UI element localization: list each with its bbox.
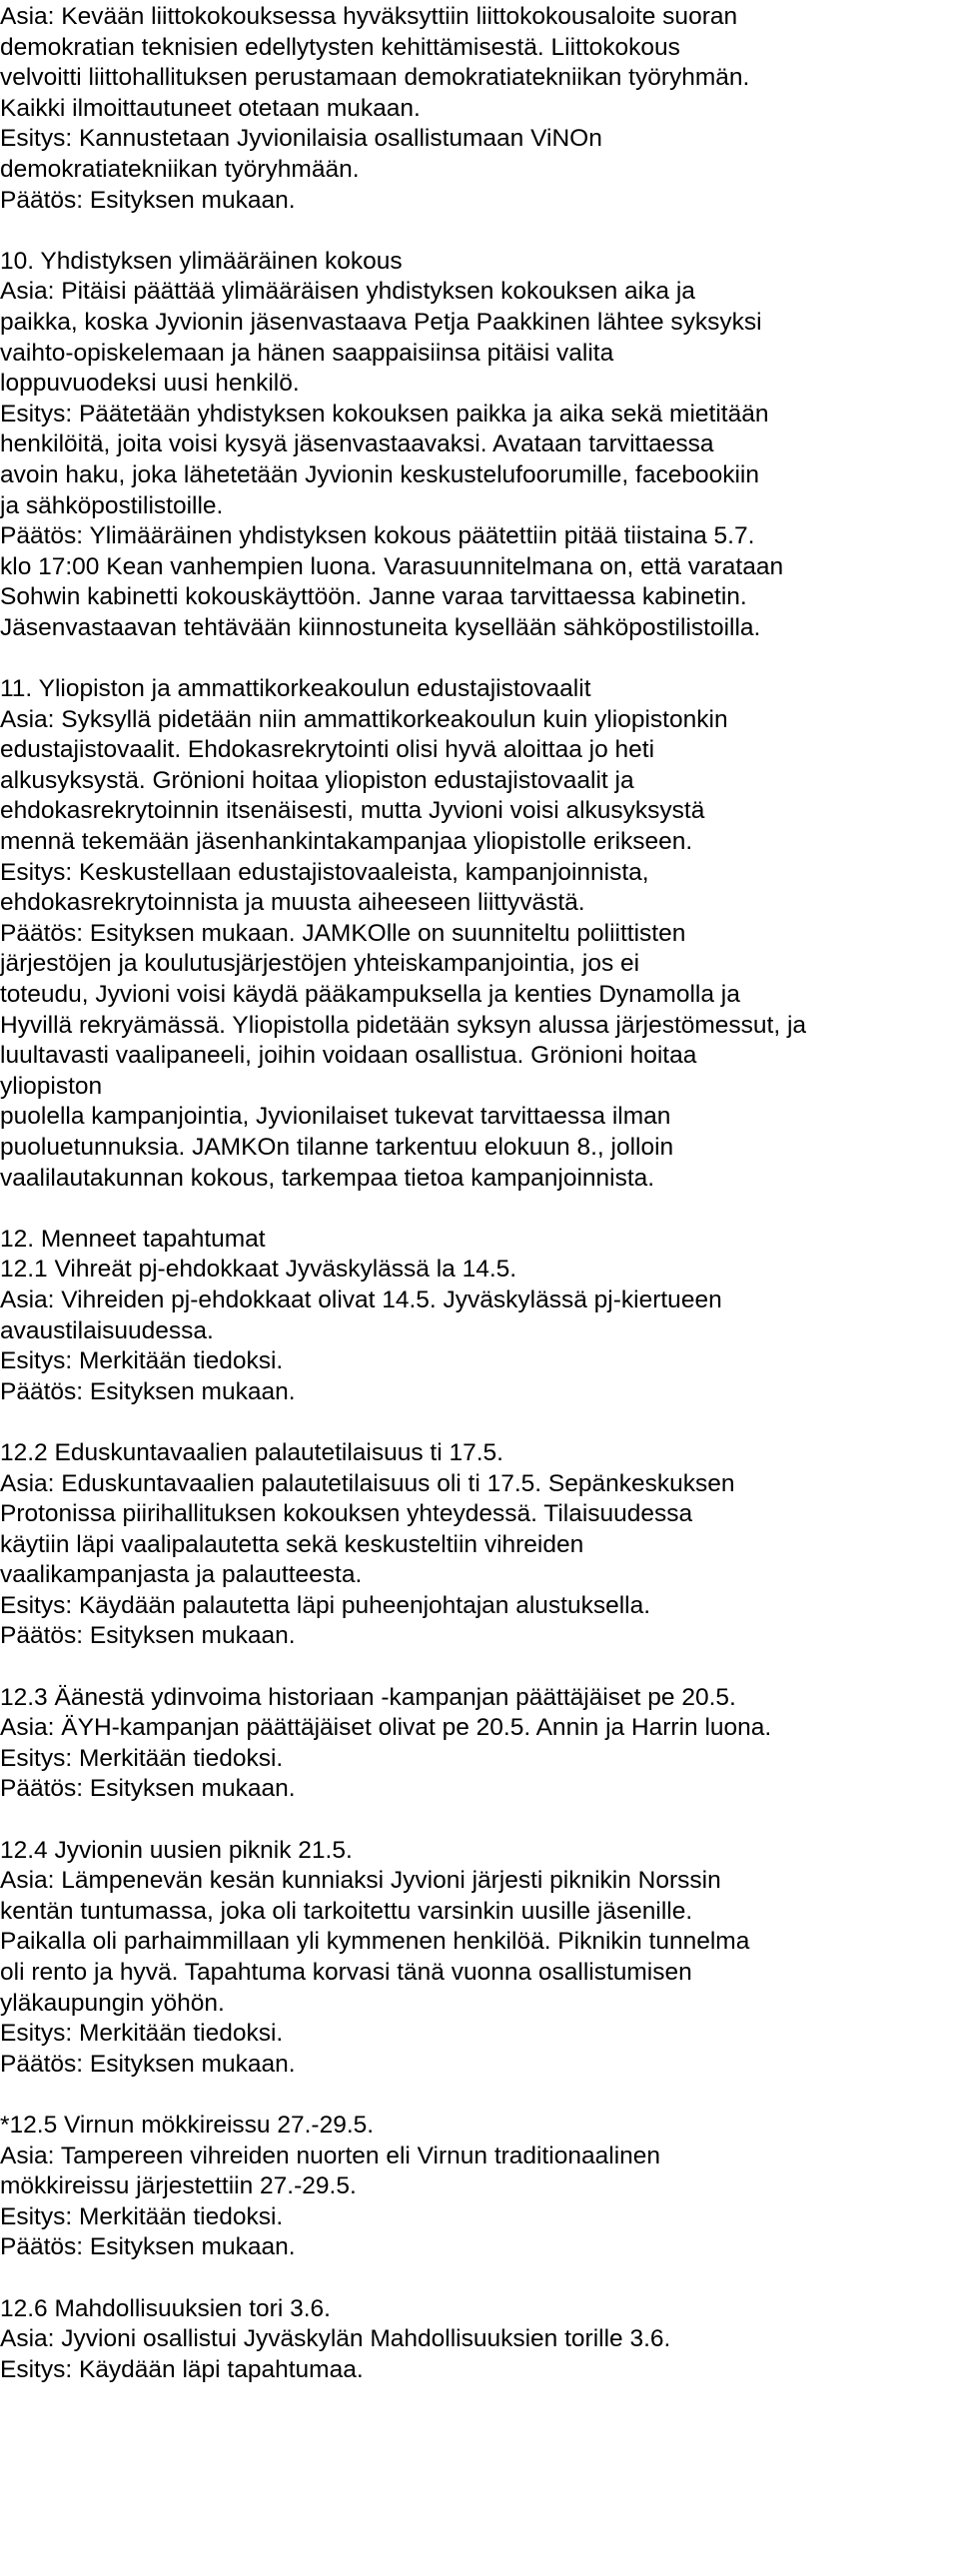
text-line: Esitys: Kannustetaan Jyvionilaisia osallistumaan ViNOn <box>0 125 602 153</box>
text-line: loppuvuodeksi uusi henkilö. <box>0 370 300 398</box>
text-line: käytiin läpi vaalipalautetta sekä keskusteltiin vihreiden <box>0 1530 584 1558</box>
text-line: yläkaupungin yöhön. <box>0 1989 225 2017</box>
text-line: mökkireissu järjestettiin 27.-29.5. <box>0 2172 357 2200</box>
text-line: Esitys: Merkitään tiedoksi. <box>0 1744 284 1772</box>
text-line: Esitys: Merkitään tiedoksi. <box>0 1347 284 1375</box>
text-line: paikka, koska Jyvionin jäsenvastaava Petja Paakkinen lähtee syksyksi <box>0 308 762 336</box>
text-line: *12.5 Virnun mökkireissu 27.-29.5. <box>0 2111 375 2139</box>
text-line: alkusyksystä. Grönioni hoitaa yliopiston edustajistovaalit ja <box>0 766 634 794</box>
text-line: puoluetunnuksia. JAMKOn tilanne tarkentuu elokuun 8., jolloin <box>0 1133 674 1161</box>
text-line: yliopiston <box>0 1072 103 1100</box>
text-line: edustajistovaalit. Ehdokasrekrytointi olisi hyvä aloittaa jo heti <box>0 736 655 764</box>
text-line: oli rento ja hyvä. Tapahtuma korvasi tänä vuonna osallistumisen <box>0 1959 692 1986</box>
text-line: avaustilaisuudessa. <box>0 1316 214 1344</box>
text-line: Esitys: Päätetään yhdistyksen kokouksen paikka ja aika sekä mietitään <box>0 400 769 428</box>
document-body <box>0 2 954 2385</box>
text-line: Paikalla oli parhaimmillaan yli kymmenen henkilöä. Piknikin tunnelma <box>0 1928 750 1956</box>
text-line: Esitys: Käydään läpi tapahtumaa. <box>0 2355 364 2383</box>
text-line: Esitys: Käydään palautetta läpi puheenjohtajan alustuksella. <box>0 1591 651 1619</box>
paragraph-gap <box>0 1805 954 1836</box>
text-line: Asia: Pitäisi päättää ylimääräisen yhdistyksen kokouksen aika ja <box>0 278 695 306</box>
text-line: luultavasti vaalipaneeli, joihin voidaan osallistua. Grönioni hoitaa <box>0 1042 697 1070</box>
text-line: 12. Menneet tapahtumat <box>0 1225 266 1253</box>
text-line: Asia: Eduskuntavaalien palautetilaisuus oli ti 17.5. Sepänkeskuksen <box>0 1469 735 1497</box>
text-line: järjestöjen ja koulutusjärjestöjen yhteiskampanjointia, jos ei <box>0 950 640 978</box>
text-line: Jäsenvastaavan tehtävään kiinnostuneita kysellään sähköpostilistoilla. <box>0 613 761 641</box>
text-line: mennä tekemään jäsenhankintakampanjaa yliopistolle erikseen. <box>0 828 693 856</box>
text-line: Asia: ÄYH-kampanjan päättäjäiset olivat pe 20.5. Annin ja Harrin luona. <box>0 1714 772 1742</box>
text-line: vaalilautakunnan kokous, tarkempaa tietoa kampanjoinnista. <box>0 1164 655 1192</box>
text-line: Päätös: Esityksen mukaan. <box>0 2050 296 2078</box>
text-line: vaalikampanjasta ja palautteesta. <box>0 1561 363 1589</box>
paragraph-gap <box>0 1407 954 1438</box>
text-line: Esitys: Merkitään tiedoksi. <box>0 2020 284 2048</box>
text-line: Asia: Tampereen vihreiden nuorten eli Virnun traditionaalinen <box>0 2142 661 2169</box>
text-line: avoin haku, joka lähetetään Jyvionin keskustelufoorumille, facebookiin <box>0 460 759 488</box>
text-line: toteudu, Jyvioni voisi käydä pääkampuksella ja kenties Dynamolla ja <box>0 981 740 1008</box>
text-line: Päätös: Esityksen mukaan. <box>0 1622 296 1650</box>
paragraph-gap <box>0 2080 954 2111</box>
text-line: puolella kampanjointia, Jyvionilaiset tukevat tarvittaessa ilman <box>0 1103 671 1131</box>
text-line: Päätös: Esityksen mukaan. <box>0 1377 296 1405</box>
text-line: Esitys: Merkitään tiedoksi. <box>0 2202 284 2230</box>
text-line: Protonissa piirihallituksen kokouksen yhteydessä. Tilaisuudessa <box>0 1500 693 1528</box>
text-line: Sohwin kabinetti kokouskäyttöön. Janne varaa tarvittaessa kabinetin. <box>0 583 747 611</box>
text-line: Asia: Kevään liittokokouksessa hyväksyttiin liittokokousaloite suoran <box>0 3 738 30</box>
text-line: ehdokasrekrytoinnin itsenäisesti, mutta Jyvioni voisi alkusyksystä <box>0 797 705 825</box>
text-line: Kaikki ilmoittautuneet otetaan mukaan. <box>0 94 421 122</box>
text-line: 12.2 Eduskuntavaalien palautetilaisuus ti 17.5. <box>0 1438 503 1466</box>
text-line: demokratiatekniikan työryhmään. <box>0 155 360 183</box>
text-line: Asia: Jyvioni osallistui Jyväskylän Mahdollisuuksien torille 3.6. <box>0 2325 671 2353</box>
text-line: 12.6 Mahdollisuuksien tori 3.6. <box>0 2294 331 2322</box>
text-line: Päätös: Esityksen mukaan. <box>0 2233 296 2261</box>
text-line: Asia: Lämpenevän kesän kunniaksi Jyvioni järjesti piknikin Norssin <box>0 1867 721 1895</box>
text-line: ja sähköpostilistoille. <box>0 491 224 519</box>
text-line: 12.1 Vihreät pj-ehdokkaat Jyväskylässä la 14.5. <box>0 1256 517 1284</box>
text-line: 12.4 Jyvionin uusien piknik 21.5. <box>0 1836 353 1864</box>
text-line: kentän tuntumassa, joka oli tarkoitettu varsinkin uusille jäsenille. <box>0 1897 693 1925</box>
paragraph-gap <box>0 1194 954 1225</box>
paragraph-gap <box>0 216 954 247</box>
paragraph-gap <box>0 643 954 674</box>
text-line: velvoitti liittohallituksen perustamaan demokratiatekniikan työryhmän. <box>0 64 750 92</box>
text-line: Päätös: Ylimääräinen yhdistyksen kokous päätettiin pitää tiistaina 5.7. <box>0 522 755 550</box>
text-line: vaihto-opiskelemaan ja hänen saappaisiinsa pitäisi valita <box>0 339 614 367</box>
text-line: Asia: Vihreiden pj-ehdokkaat olivat 14.5. Jyväskylässä pj-kiertueen <box>0 1286 722 1313</box>
text-line: Hyvillä rekryämässä. Yliopistolla pidetään syksyn alussa järjestömessut, ja <box>0 1011 807 1039</box>
text-line: Asia: Syksyllä pidetään niin ammattikorkeakoulun kuin yliopistonkin <box>0 705 728 733</box>
text-line: klo 17:00 Kean vanhempien luona. Varasuunnitelmana on, että varataan <box>0 552 784 580</box>
text-line: Esitys: Keskustellaan edustajistovaaleista, kampanjoinnista, <box>0 858 649 886</box>
text-line: 12.3 Äänestä ydinvoima historiaan -kampanjan päättäjäiset pe 20.5. <box>0 1683 736 1711</box>
text-line: 10. Yhdistyksen ylimääräinen kokous <box>0 247 403 275</box>
text-line: 11. Yliopiston ja ammattikorkeakoulun edustajistovaalit <box>0 675 591 703</box>
text-line: henkilöitä, joita voisi kysyä jäsenvastaavaksi. Avataan tarvittaessa <box>0 430 714 458</box>
text-line: Päätös: Esityksen mukaan. <box>0 186 296 214</box>
paragraph-gap <box>0 1652 954 1683</box>
paragraph-gap <box>0 2263 954 2294</box>
text-line: Päätös: Esityksen mukaan. JAMKOlle on suunniteltu poliittisten <box>0 919 686 947</box>
text-line: Päätös: Esityksen mukaan. <box>0 1775 296 1803</box>
text-line: demokratian teknisien edellytysten kehittämisestä. Liittokokous <box>0 33 680 61</box>
text-line: ehdokasrekrytoinnista ja muusta aiheeseen liittyvästä. <box>0 889 585 917</box>
